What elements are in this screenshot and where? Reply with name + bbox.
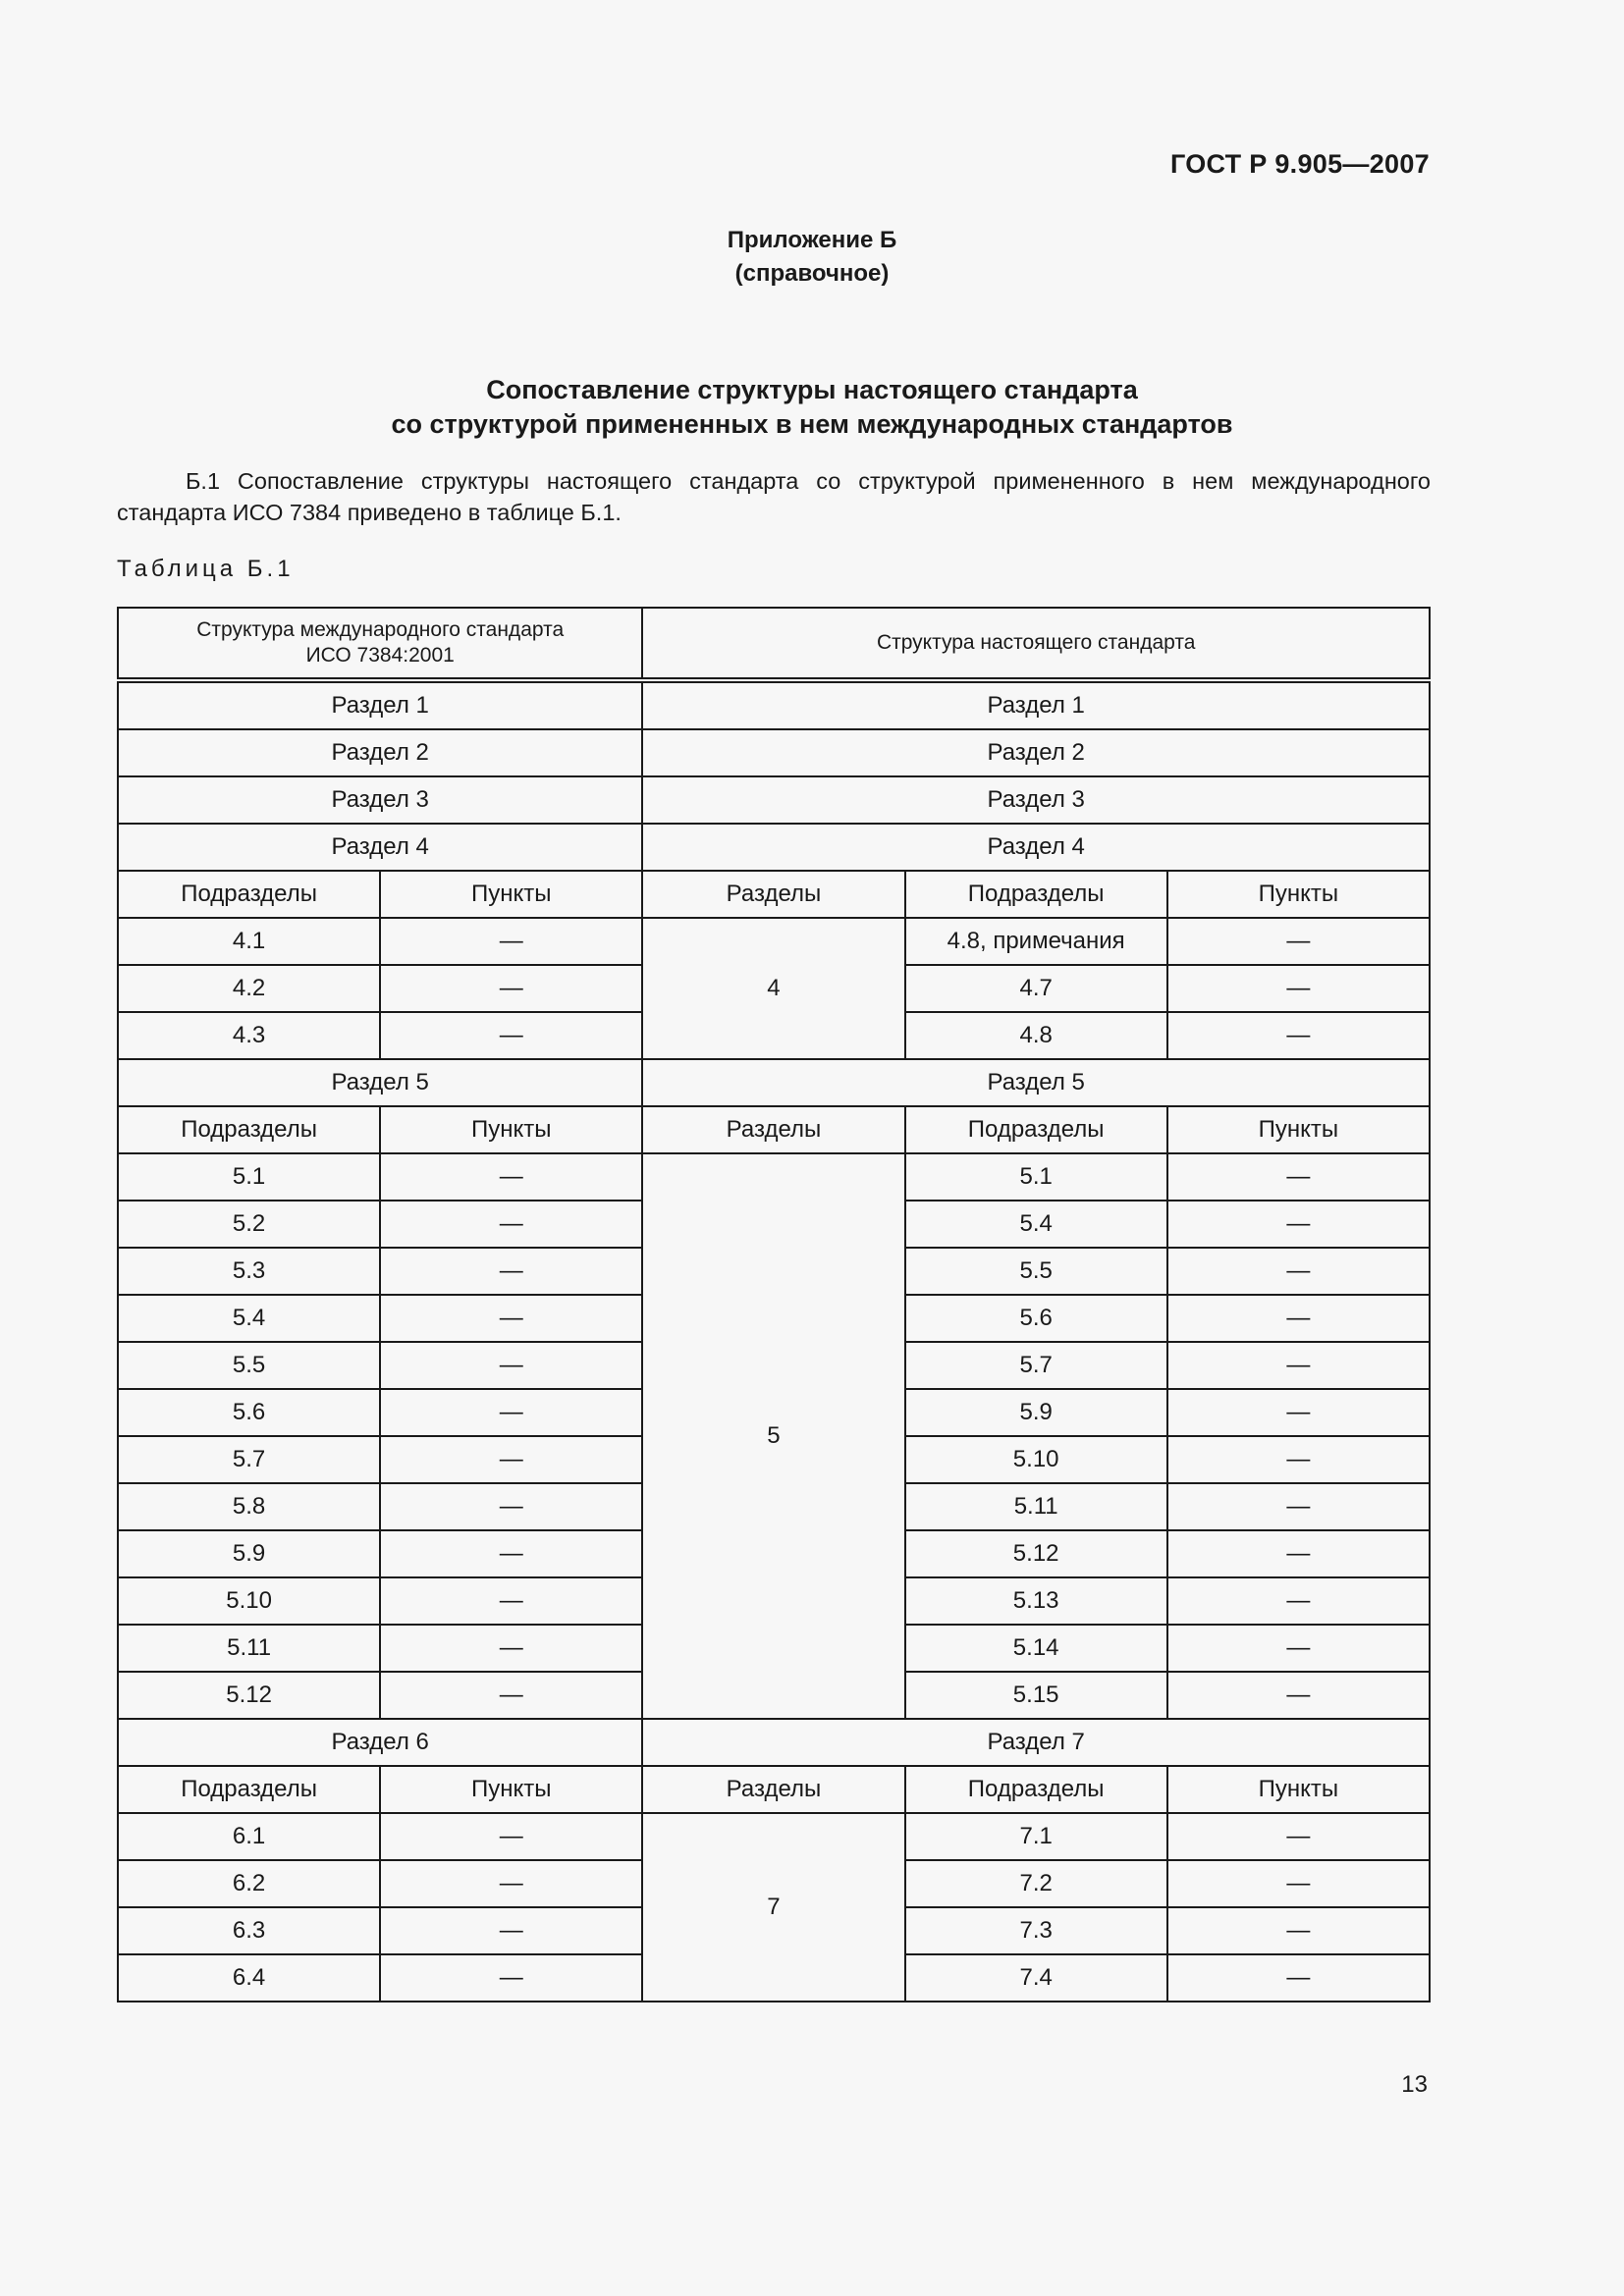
iso-subsection: 5.5 (118, 1342, 380, 1389)
gost-section: Раздел 7 (642, 1719, 1430, 1766)
gost-section: Раздел 3 (642, 776, 1430, 824)
iso-subsection: 4.2 (118, 965, 380, 1012)
iso-subsection: 4.1 (118, 918, 380, 965)
iso-subsection: 5.7 (118, 1436, 380, 1483)
iso-subsection: 6.2 (118, 1860, 380, 1907)
iso-point: — (380, 1389, 642, 1436)
gost-subsection: 5.10 (905, 1436, 1167, 1483)
iso-point: — (380, 1342, 642, 1389)
iso-section: Раздел 3 (118, 776, 642, 824)
gost-point: — (1167, 1577, 1430, 1625)
gost-subsection: 5.15 (905, 1672, 1167, 1719)
col-subsections: Подразделы (118, 1106, 380, 1153)
col-subsections: Подразделы (905, 871, 1167, 918)
col-points: Пункты (1167, 1766, 1430, 1813)
gost-subsection: 7.1 (905, 1813, 1167, 1860)
gost-subsection: 4.8, примечания (905, 918, 1167, 965)
gost-point: — (1167, 1483, 1430, 1530)
iso-point: — (380, 1436, 642, 1483)
gost-point: — (1167, 1436, 1430, 1483)
iso-section: Раздел 4 (118, 824, 642, 871)
iso-subsection: 5.3 (118, 1248, 380, 1295)
iso-subsection: 5.11 (118, 1625, 380, 1672)
gost-subsection: 5.5 (905, 1248, 1167, 1295)
document-code: ГОСТ Р 9.905—2007 (1169, 149, 1430, 179)
gost-point: — (1167, 1389, 1430, 1436)
gost-point: — (1167, 1248, 1430, 1295)
gost-subsection: 5.11 (905, 1483, 1167, 1530)
gost-subsection: 5.4 (905, 1201, 1167, 1248)
col-subsections: Подразделы (905, 1766, 1167, 1813)
table-header-row (118, 608, 1430, 680)
gost-subsection: 5.14 (905, 1625, 1167, 1672)
column-header-row (118, 871, 1430, 918)
section-row (118, 680, 1430, 729)
col-points: Пункты (380, 1106, 642, 1153)
iso-subsection: 5.1 (118, 1153, 380, 1201)
section-row (118, 1719, 1430, 1766)
iso-point: — (380, 1577, 642, 1625)
iso-point: — (380, 1907, 642, 1954)
gost-subsection: 5.9 (905, 1389, 1167, 1436)
iso-section: Раздел 1 (118, 680, 642, 729)
table-caption: Таблица Б.1 (117, 556, 295, 582)
gost-point: — (1167, 1907, 1430, 1954)
gost-section-number: 5 (642, 1153, 904, 1719)
section-row (118, 729, 1430, 776)
col-subsections: Подразделы (905, 1106, 1167, 1153)
iso-section: Раздел 6 (118, 1719, 642, 1766)
iso-point: — (380, 1860, 642, 1907)
iso-section: Раздел 5 (118, 1059, 642, 1106)
structure-comparison-table (117, 607, 1431, 2002)
iso-subsection: 6.4 (118, 1954, 380, 2002)
gost-subsection: 5.6 (905, 1295, 1167, 1342)
gost-point: — (1167, 1295, 1430, 1342)
gost-point: — (1167, 1342, 1430, 1389)
gost-point: — (1167, 1813, 1430, 1860)
gost-subsection: 4.8 (905, 1012, 1167, 1059)
section-row (118, 824, 1430, 871)
iso-subsection: 5.2 (118, 1201, 380, 1248)
appendix-title: Приложение Б (727, 227, 897, 253)
gost-point: — (1167, 918, 1430, 965)
gost-subsection: 5.13 (905, 1577, 1167, 1625)
gost-point: — (1167, 1860, 1430, 1907)
gost-section-number: 7 (642, 1813, 904, 2002)
gost-point: — (1167, 1530, 1430, 1577)
iso-point: — (380, 1201, 642, 1248)
col-points: Пункты (1167, 1106, 1430, 1153)
iso-subsection: 6.1 (118, 1813, 380, 1860)
gost-section: Раздел 1 (642, 680, 1430, 729)
iso-point: — (380, 1012, 642, 1059)
iso-point: — (380, 1483, 642, 1530)
section-row (118, 1059, 1430, 1106)
gost-subsection: 5.12 (905, 1530, 1167, 1577)
iso-subsection: 5.8 (118, 1483, 380, 1530)
body-paragraph: Б.1 Сопоставление структуры настоящего стандарта со структурой примененного в нем международного стандарта ИСО 7384 приведено в таблице Б.1. (117, 468, 1431, 525)
iso-point: — (380, 1530, 642, 1577)
col-points: Пункты (380, 1766, 642, 1813)
gost-point: — (1167, 1954, 1430, 2002)
section-row (118, 776, 1430, 824)
col-subsections: Подразделы (118, 1766, 380, 1813)
col-sections: Разделы (642, 871, 904, 918)
table-row (118, 1813, 1430, 1860)
iso-subsection: 5.9 (118, 1530, 380, 1577)
col-subsections: Подразделы (118, 871, 380, 918)
col-sections: Разделы (642, 1766, 904, 1813)
gost-section-number: 4 (642, 918, 904, 1059)
gost-section: Раздел 2 (642, 729, 1430, 776)
gost-section: Раздел 5 (642, 1059, 1430, 1106)
iso-point: — (380, 1295, 642, 1342)
table-row (118, 918, 1430, 965)
iso-point: — (380, 1153, 642, 1201)
iso-subsection: 5.4 (118, 1295, 380, 1342)
section-title-line-1: Сопоставление структуры настоящего стандарта (486, 375, 1138, 404)
column-header-row (118, 1766, 1430, 1813)
iso-point: — (380, 965, 642, 1012)
col-sections: Разделы (642, 1106, 904, 1153)
gost-section: Раздел 4 (642, 824, 1430, 871)
col-points: Пункты (1167, 871, 1430, 918)
gost-point: — (1167, 1625, 1430, 1672)
iso-point: — (380, 1625, 642, 1672)
gost-point: — (1167, 965, 1430, 1012)
iso-subsection: 6.3 (118, 1907, 380, 1954)
col-points: Пункты (380, 871, 642, 918)
header-iso-line-1: Структура международного стандарта (196, 618, 565, 641)
iso-point: — (380, 918, 642, 965)
iso-subsection: 5.6 (118, 1389, 380, 1436)
iso-point: — (380, 1248, 642, 1295)
appendix-subtitle: (справочное) (734, 260, 890, 287)
gost-point: — (1167, 1153, 1430, 1201)
gost-subsection: 7.2 (905, 1860, 1167, 1907)
header-iso-line-2: ИСО 7384:2001 (305, 644, 455, 667)
iso-section: Раздел 2 (118, 729, 642, 776)
appendix-heading (0, 224, 1624, 291)
gost-subsection: 7.3 (905, 1907, 1167, 1954)
gost-subsection: 4.7 (905, 965, 1167, 1012)
header-iso-structure (118, 608, 642, 680)
iso-point: — (380, 1954, 642, 2002)
gost-point: — (1167, 1672, 1430, 1719)
section-title-line-2: со структурой примененных в нем международных стандартов (391, 409, 1233, 439)
iso-subsection: 5.10 (118, 1577, 380, 1625)
gost-subsection: 5.1 (905, 1153, 1167, 1201)
iso-subsection: 5.12 (118, 1672, 380, 1719)
page-number: 13 (1401, 2071, 1428, 2098)
column-header-row (118, 1106, 1430, 1153)
section-title (0, 373, 1624, 442)
gost-point: — (1167, 1012, 1430, 1059)
iso-point: — (380, 1813, 642, 1860)
header-gost-structure: Структура настоящего стандарта (642, 608, 1430, 680)
gost-subsection: 5.7 (905, 1342, 1167, 1389)
gost-point: — (1167, 1201, 1430, 1248)
gost-subsection: 7.4 (905, 1954, 1167, 2002)
table-row (118, 1153, 1430, 1201)
iso-subsection: 4.3 (118, 1012, 380, 1059)
iso-point: — (380, 1672, 642, 1719)
